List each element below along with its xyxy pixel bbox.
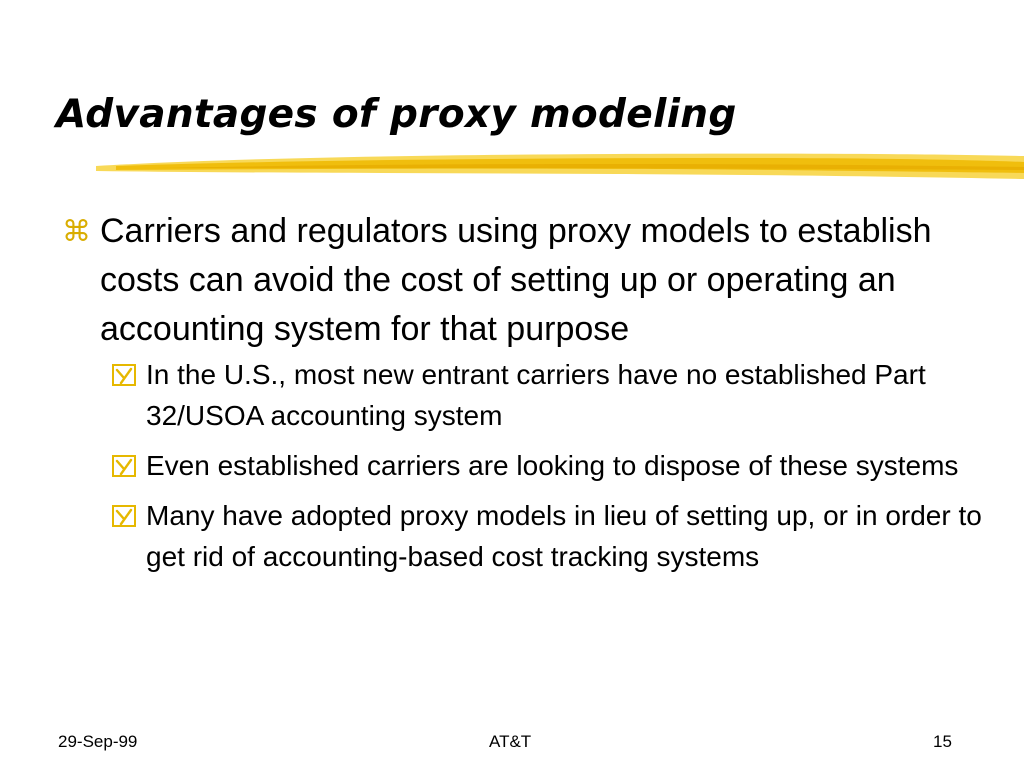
command-key-bullet-icon: ⌘ — [62, 214, 91, 248]
sub-bullet-text: Many have adopted proxy models in lieu of setting up, or in order to get rid of accounting-based cost tracking systems — [146, 500, 982, 572]
sub-bullet-text: Even established carriers are looking to dispose of these systems — [146, 450, 959, 481]
sub-bullet — [112, 445, 992, 486]
sub-bullet-text: In the U.S., most new entrant carriers have no established Part 32/USOA accounting system — [146, 359, 926, 431]
title-underline-brushstroke — [96, 146, 1024, 188]
sub-bullet — [112, 495, 992, 577]
checkbox-y-bullet-icon — [112, 495, 146, 527]
main-bullet-text: Carriers and regulators using proxy models to establish costs can avoid the cost of setting up or operating an accounting system for that purpose — [100, 212, 932, 348]
checkbox-y-bullet-icon — [112, 354, 146, 386]
footer-company: AT&T — [489, 732, 532, 751]
footer-page-number: 15 — [933, 732, 952, 751]
sub-bullet-list — [112, 354, 992, 586]
slide-title: Advantages of proxy modeling — [56, 92, 737, 137]
sub-bullet — [112, 354, 992, 436]
main-bullet — [62, 207, 992, 354]
checkbox-y-bullet-icon — [112, 445, 146, 477]
footer-date: 29-Sep-99 — [58, 732, 138, 751]
